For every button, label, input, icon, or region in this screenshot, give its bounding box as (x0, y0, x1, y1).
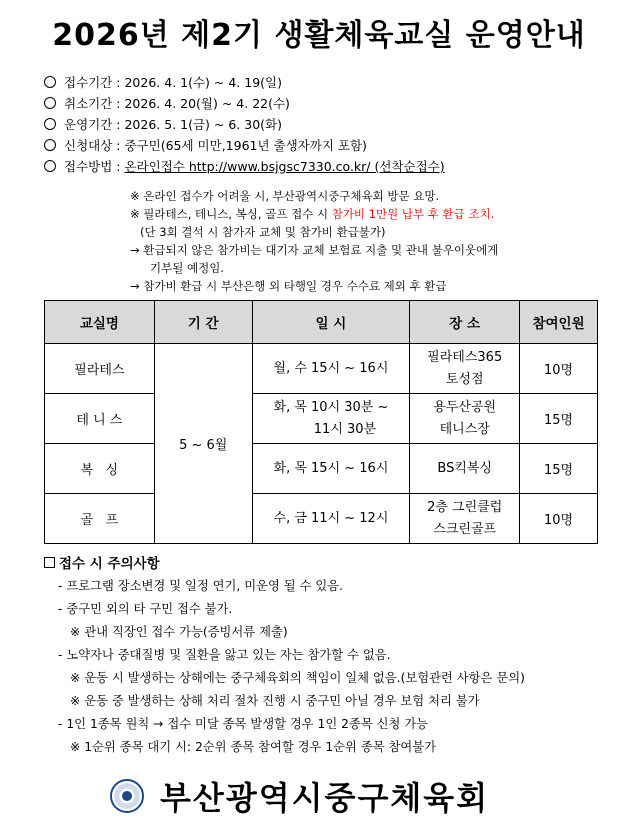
header-capacity: 참여인원 (520, 301, 598, 344)
place-line: 2층 그린클럽 (427, 499, 503, 515)
class-name: 테 니 스 (45, 394, 155, 444)
capacity-cell: 10명 (520, 494, 598, 544)
emblem-logo-icon (110, 779, 144, 813)
note-fee-highlight: 참가비 1만원 납부 후 환급 조치. (331, 207, 495, 221)
place-line: BS킥복싱 (437, 460, 493, 476)
header-datetime: 일 시 (252, 301, 410, 344)
caution-item: - 노약자나 중대질병 및 질환을 앓고 있는 자는 참가할 수 없음. (58, 648, 391, 662)
table-header-row (45, 301, 598, 344)
place-cell (410, 444, 520, 494)
table-row (45, 444, 598, 494)
datetime-line: 화, 목 10시 30분 ~ (273, 399, 389, 415)
info-label: 접수기간 (64, 75, 113, 90)
table-row (45, 344, 598, 394)
info-method: 접수방법 : 온라인접수 http://www.bsjgsc7330.co.kr/ (선착순접수) (44, 156, 445, 177)
info-target: 신청대상 : 중구민(65세 미만,1961년 출생자까지 포함) (44, 135, 445, 156)
circle-bullet-icon (44, 118, 56, 130)
note-fee-text: ※ 필라테스, 테니스, 복싱, 골프 접수 시 (130, 207, 332, 221)
info-application-period: 접수기간 : 2026. 4. 1(수) ~ 4. 19(일) (44, 72, 445, 93)
note-donation: → 환급되지 않은 참가비는 대기자 교체 보험료 지출 및 관내 불우이웃에게 (130, 243, 499, 257)
datetime-line: 월, 수 15시 ~ 16시 (273, 360, 389, 376)
capacity-cell: 15명 (520, 394, 598, 444)
footer (110, 772, 489, 820)
checkbox-square-icon (44, 557, 55, 568)
organization-name: 부산광역시중구체육회 (160, 779, 490, 817)
place-line: 테니스장 (439, 421, 490, 437)
place-cell (410, 494, 520, 544)
schedule-table (44, 300, 598, 544)
caution-item: - 중구민 외의 타 구민 접수 불가. (58, 602, 233, 616)
datetime-line: 11시 30분 (313, 421, 377, 437)
place-line: 토성점 (445, 371, 484, 387)
datetime-line: 화, 목 15시 ~ 16시 (273, 460, 389, 476)
caution-subitem: ※ 운동 중 발생하는 상해 처리 절차 진행 시 중구민 아닐 경우 보험 처리 불가 (70, 694, 480, 708)
info-operation-period: 운영기간 : 2026. 5. 1(금) ~ 6. 30(화) (44, 114, 445, 135)
place-cell (410, 344, 520, 394)
caution-item: - 1인 1종목 원칙 → 접수 미달 종목 발생할 경우 1인 2종목 신청 가능 (58, 717, 429, 731)
circle-bullet-icon (44, 139, 56, 151)
caution-subitem: ※ 1순위 종목 대기 시: 2순위 종목 참여할 경우 1순위 종목 참여불가 (70, 740, 437, 754)
note-fee (130, 205, 498, 223)
notes (130, 187, 498, 295)
circle-bullet-icon (44, 160, 56, 172)
circle-bullet-icon (44, 97, 56, 109)
datetime-cell (252, 344, 410, 394)
page-title: 2026년 제2기 생활체육교실 운영안내 (52, 18, 586, 53)
place-line: 필라테스365 (427, 349, 503, 365)
place-line: 스크린골프 (433, 521, 497, 537)
class-name: 복 싱 (45, 444, 155, 494)
note-donation-cont: 기부될 예정임. (150, 261, 224, 275)
header-period: 기 간 (154, 301, 252, 344)
datetime-line: 수, 금 11시 ~ 12시 (273, 510, 389, 526)
info-value: 2026. 5. 1(금) ~ 6. 30(화) (124, 117, 282, 132)
info-cancel-period: 취소기간 : 2026. 4. 20(월) ~ 4. 22(수) (44, 93, 445, 114)
datetime-cell (252, 494, 410, 544)
class-name: 골 프 (45, 494, 155, 544)
caution-item: - 프로그램 장소변경 및 일정 연기, 미운영 될 수 있음. (58, 579, 344, 593)
header-class: 교실명 (45, 301, 155, 344)
info-value: 2026. 4. 1(수) ~ 4. 19(일) (124, 75, 282, 90)
info-label: 운영기간 (64, 117, 113, 132)
place-cell (410, 394, 520, 444)
capacity-cell: 15명 (520, 444, 598, 494)
cautions-heading-text: 접수 시 주의사항 (59, 556, 160, 572)
table-row (45, 394, 598, 444)
website-link[interactable]: http://www.bsjgsc7330.co.kr/ (188, 159, 371, 174)
period-cell: 5 ~ 6월 (154, 344, 252, 544)
cautions-list (58, 575, 525, 759)
info-label: 신청대상 (64, 138, 113, 153)
info-value: 2026. 4. 20(월) ~ 4. 22(수) (124, 96, 290, 111)
cautions-heading (44, 552, 160, 572)
circle-bullet-icon (44, 76, 56, 88)
info-label: 취소기간 (64, 96, 113, 111)
info-list (44, 72, 445, 177)
datetime-cell (252, 444, 410, 494)
note-absence: (단 3회 결석 시 참가자 교체 및 참가비 환급불가) (140, 225, 386, 239)
info-value: 중구민(65세 미만,1961년 출생자까지 포함) (124, 138, 367, 153)
datetime-cell (252, 394, 410, 444)
caution-subitem: ※ 관내 직장인 접수 가능(증빙서류 제출) (70, 625, 288, 639)
note-visit: ※ 온라인 접수가 어려울 시, 부산광역시중구체육회 방문 요망. (130, 189, 440, 203)
place-line: 용두산공원 (433, 399, 497, 415)
note-refund: → 참가비 환급 시 부산은행 외 타행일 경우 수수료 제외 후 환급 (130, 279, 447, 293)
class-name: 필라테스 (45, 344, 155, 394)
capacity-cell: 10명 (520, 344, 598, 394)
info-label: 접수방법 (64, 159, 113, 174)
info-value: 온라인접수 (124, 159, 189, 174)
table-row (45, 494, 598, 544)
caution-subitem: ※ 운동 시 발생하는 상해에는 중구체육회의 책임이 일체 없음.(보험관련 사항은 문의) (70, 671, 525, 685)
header-place: 장 소 (410, 301, 520, 344)
info-value-suffix: (선착순접수) (370, 159, 445, 174)
